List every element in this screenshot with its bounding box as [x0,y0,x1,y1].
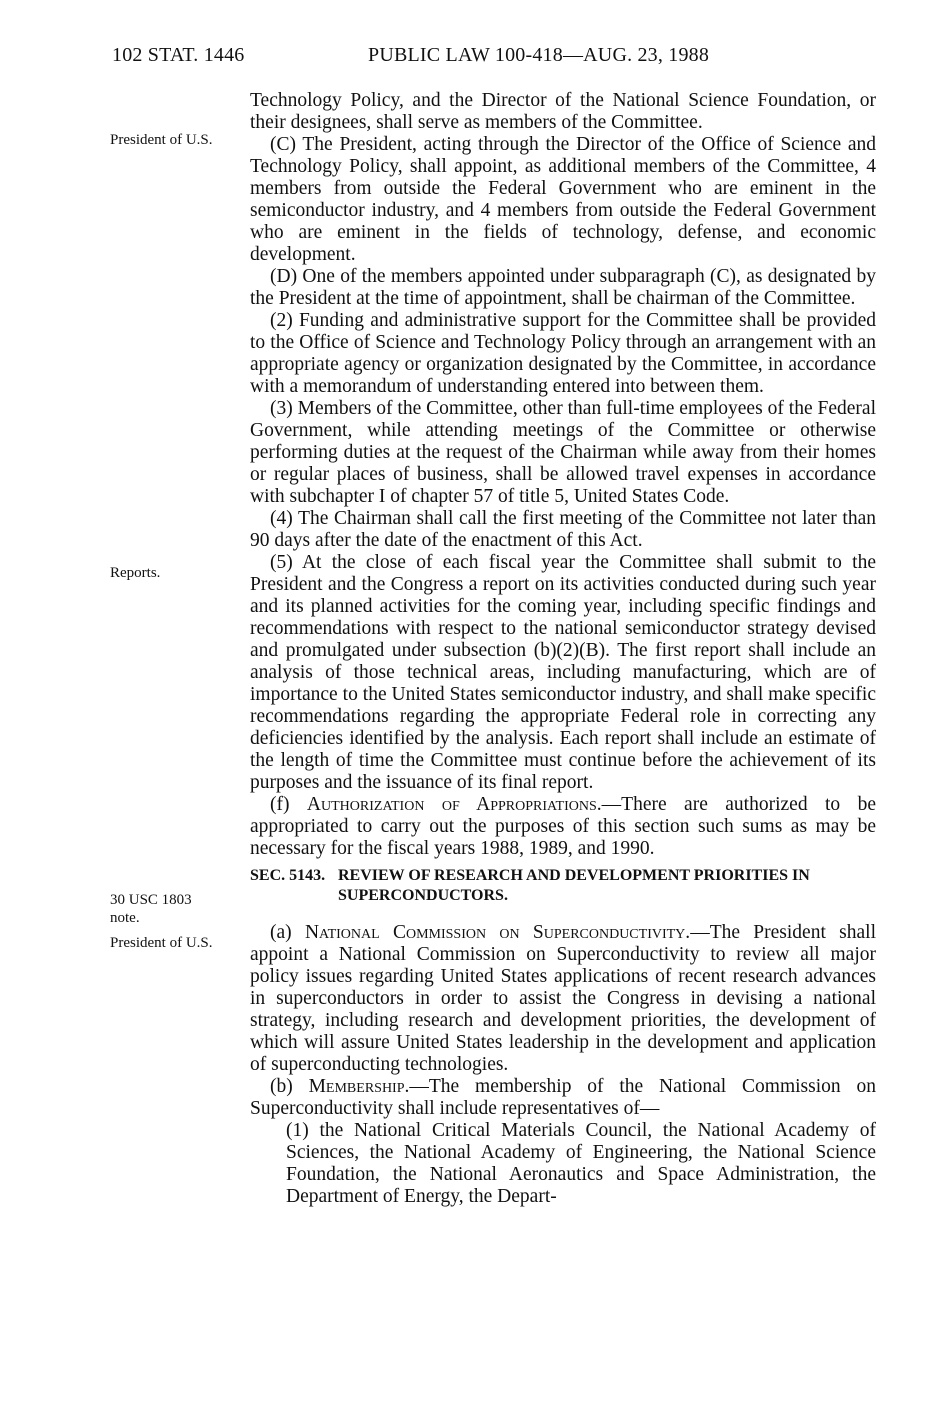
paragraph-f-heading: Authorization of Appropriations. [306,794,602,815]
stat-page-number: 102 STAT. 1446 [112,44,245,66]
paragraph-a-text: —The President shall appoint a National Commission on Superconductivity to review all major policy issues regarding United States applications of recent research advances in superconductors in order to assist the Congress in devising a national strategy, including research and development priorities, the development of which will assure United States leadership in the development and application of superconducting technologies. [250,922,876,1075]
paragraph-a-prefix: (a) [270,922,305,943]
paragraph-4: (4) The Chairman shall call the first meeting of the Committee not later than 90 days after the date of the enactment of this Act. [250,508,876,551]
paragraph-b-heading: Membership. [308,1076,410,1097]
usc-citation: 30 USC 1803 [110,892,192,908]
paragraph-d: (D) One of the members appointed under subparagraph (C), as designated by the President at the time of appointment, shall be chairman of the Committee. [250,266,876,309]
paragraph-c: (C) The President, acting through the Director of the Office of Science and Technology Policy, shall appoint, as additional members of the Committee, 4 members from outside the Federal Government who are eminent in the semiconductor industry, and 4 members from outside the Federal Government who are eminent in the fields of technology, defense, and economic development. [250,134,876,265]
margin-note-usc [110,891,192,927]
body-text [250,90,876,1208]
paragraph-continuation: Technology Policy, and the Director of the National Science Foundation, or their designees, shall serve as members of the Committee. [250,90,876,133]
paragraph-f-text: —There are authorized to be appropriated to carry out the purposes of this section such sums as may be necessary for the fiscal years 1988, 1989, and 1990. [250,794,877,859]
margin-note-reports: Reports. [110,565,161,581]
paragraph-5: (5) At the close of each fiscal year the Committee shall submit to the President and the Congress a report on its activities conducted during such year and its planned activities for the coming year, including specific findings and recommendations with respect to the national semiconductor strategy devised and promulgated under subsection (b)(2)(B). The first report shall include an analysis of those technical areas, including manufacturing, which are of importance to the United States semiconductor industry, and shall make specific recommendations regarding the appropriate Federal role in correcting any deficiencies identified by the analysis. Each report shall include an estimate of the length of time the Committee must continue before the achievement of its purposes and the issuance of its final report. [250,552,876,793]
paragraph-b-prefix: (b) [270,1076,309,1097]
paragraph-b-text: —The membership of the National Commission on Superconductivity shall include representatives of— [250,1076,876,1119]
list-item-1 [250,1120,876,1208]
paragraph-b [250,1076,876,1120]
list-item-number: (1) [286,1120,309,1141]
law-citation: PUBLIC LAW 100-418—AUG. 23, 1988 [368,44,710,66]
margin-note-president-2: President of U.S. [110,935,213,951]
paragraph-2: (2) Funding and administrative support for the Committee shall be provided to the Office of Science and Technology Policy through an arrangement with an appropriate agency or organization designated by the Committee, in accordance with a memorandum of understanding entered into between them. [250,310,876,397]
usc-note: note. [110,910,140,926]
paragraph-f-prefix: (f) [270,794,307,815]
paragraph-a [250,922,876,1076]
paragraph-a-heading: National Commission on Superconductivity. [304,922,691,943]
paragraph-f [250,794,876,860]
list-item-text: the National Critical Materials Council, the National Academy of Sciences, the National Academy of Engineering, the National Science Foundation, the National Aeronautics and Space Administration, the Department of Energy, the Depart- [286,1120,876,1207]
section-title: REVIEW OF RESEARCH AND DEVELOPMENT PRIORITIES IN SUPERCONDUCTORS. [338,867,810,904]
paragraph-3: (3) Members of the Committee, other than full-time employees of the Federal Government, while attending meetings of the Committee or otherwise performing duties at the request of the Chairman while away from their homes or regular places of business, shall be allowed travel expenses in accordance with subchapter I of chapter 57 of title 5, United States Code. [250,398,876,507]
section-number: SEC. 5143. [250,867,326,884]
section-heading [250,866,876,906]
margin-note-president: President of U.S. [110,132,213,148]
